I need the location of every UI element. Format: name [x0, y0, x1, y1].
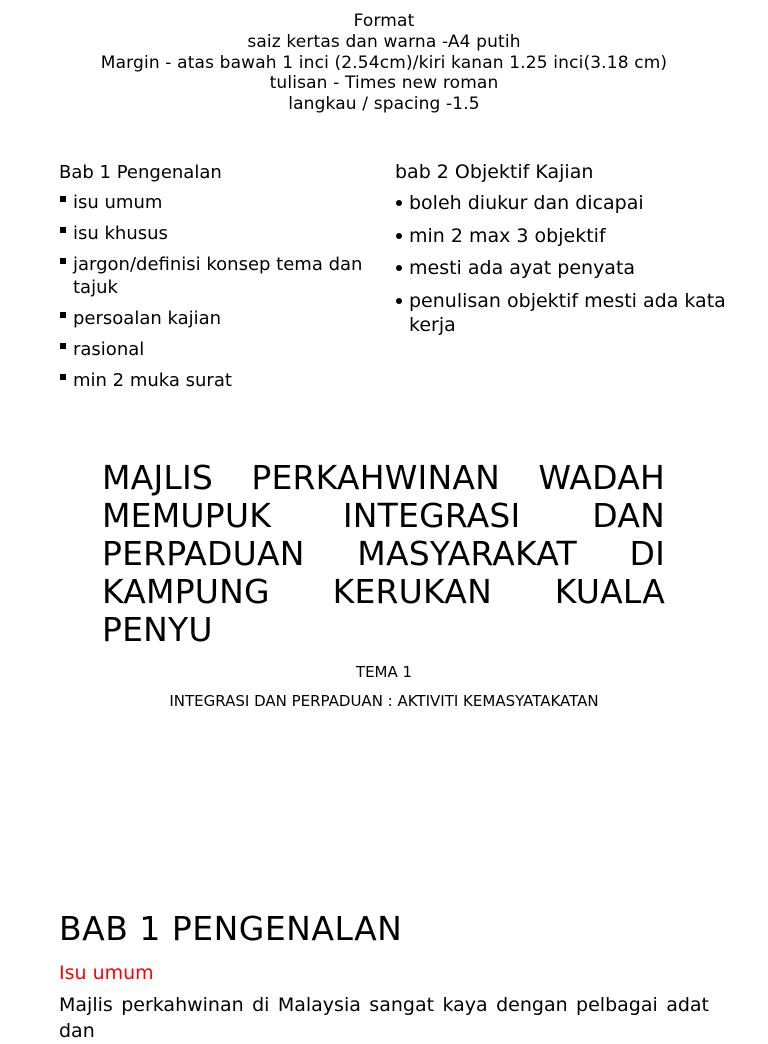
format-font: tulisan - Times new roman: [269, 73, 499, 94]
list-item-text: min 2 muka surat: [73, 370, 232, 391]
list-item-text: penulisan objektif mesti ada kata kerja: [409, 289, 726, 336]
list-item-text: boleh diukur dan dicapai: [409, 192, 644, 214]
square-bullet-icon: [60, 312, 66, 318]
format-paper-size: saiz kertas dan warna -A4 putih: [247, 31, 521, 52]
bab2-outline-heading: bab 2 Objektif Kajian: [395, 161, 594, 183]
document-title: MAJLIS PERKAHWINAN WADAH MEMUPUK INTEGRASI DAN PERPADUAN MASYARAKAT DI KAMPUNG KERUKAN KUALA PENYU: [102, 458, 665, 649]
list-item-text: mesti ada ayat penyata: [409, 257, 636, 279]
list-item-text: jargon/definisi konsep tema dan tajuk: [73, 254, 363, 298]
section-paragraph: Majlis perkahwinan di Malaysia sangat kaya dengan pelbagai adat dan: [59, 994, 709, 1042]
tema-label: TEMA 1: [355, 663, 413, 681]
list-item: [59, 338, 369, 361]
bab1-outline: [59, 160, 369, 400]
list-item: [395, 256, 735, 280]
list-item: [59, 253, 369, 299]
list-item-text: min 2 max 3 objektif: [409, 224, 606, 247]
list-item-text: persoalan kajian: [73, 308, 222, 329]
round-bullet-icon: [396, 233, 402, 239]
format-title: Format: [353, 11, 415, 31]
list-item: [395, 191, 735, 215]
format-margin: Margin - atas bawah 1 inci (2.54cm)/kiri kanan 1.25 inci(3.18 cm): [100, 52, 668, 73]
tema-subtitle: INTEGRASI DAN PERPADUAN : AKTIVITI KEMASYATAKATAN: [169, 692, 599, 710]
square-bullet-icon: [60, 227, 66, 233]
round-bullet-icon: [396, 200, 402, 206]
list-item-text: isu umum: [73, 192, 163, 213]
list-item-text: rasional: [73, 339, 145, 360]
list-item-text: isu khusus: [73, 223, 168, 244]
square-bullet-icon: [60, 374, 66, 380]
list-item: [395, 224, 735, 248]
square-bullet-icon: [60, 196, 66, 202]
round-bullet-icon: [396, 265, 402, 271]
list-item: [59, 307, 369, 330]
bab1-outline-list: [59, 191, 369, 392]
square-bullet-icon: [60, 343, 66, 349]
round-bullet-icon: [396, 298, 402, 304]
bab2-outline: [395, 160, 735, 345]
list-item: [59, 191, 369, 214]
section-subheading: Isu umum: [59, 962, 154, 984]
list-item: [395, 289, 735, 337]
format-spacing: langkau / spacing -1.5: [288, 94, 480, 115]
bab2-outline-list: [395, 191, 735, 337]
square-bullet-icon: [60, 258, 66, 264]
list-item: [59, 369, 369, 392]
format-notes: [0, 11, 768, 115]
list-item: [59, 222, 369, 245]
section-heading: BAB 1 PENGENALAN: [59, 909, 403, 948]
bab1-outline-heading: Bab 1 Pengenalan: [59, 162, 222, 183]
